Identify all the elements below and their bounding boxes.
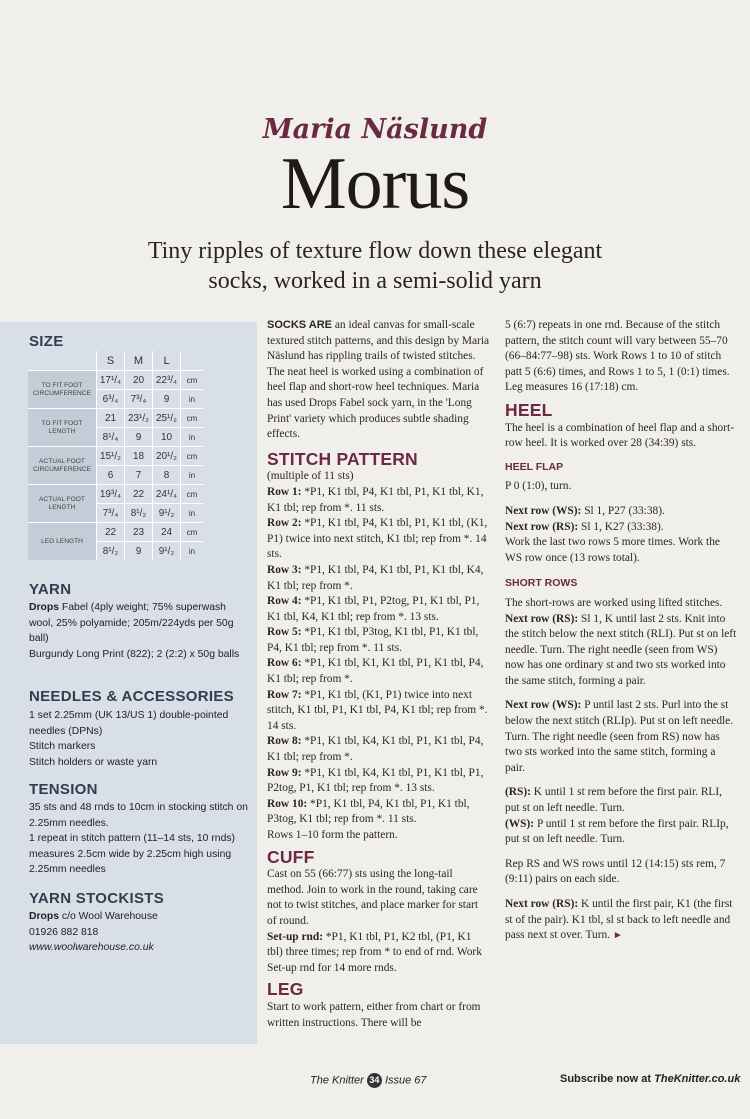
yarn-text: Drops Fabel (4ply weight; 75% superwash wool, 25% polyamide; 205m/224yds per 50g ball) Burgundy Long Print (822); 2 (2:2) x 50g balls — [29, 602, 240, 660]
unit-cell: cm — [180, 446, 203, 465]
size-row-label: TO FIT FOOT CIRCUMFERENCE — [28, 370, 96, 408]
heel-flap-heading: HEEL FLAP — [505, 460, 564, 473]
stitch-row: Row 9: *P1, K1 tbl, K4, K1 tbl, P1, K1 tbl, P1, P2tog, P1, K1 tbl; rep from *. 13 sts. — [267, 766, 484, 795]
size-header-row — [28, 351, 203, 370]
stockist-url[interactable]: www.woolwarehouse.co.uk — [29, 942, 154, 954]
column-right: 5 (6:7) repeats in one rnd. Because of the stitch pattern, the stitch count will vary between 55–70 (66–84:77–98) sts. Work Rows 1 to 10 of stitch patt 5 (6:6) times, and Rows 1 to 5, 1 (0:1) times. Leg measures 16 (17:18) cm. HEEL The heel is a combination of heel flap and a short-row heel. It is worked over 28 (34:39) sts. HEEL FLAP P 0 (1:0), turn. Next row (WS): Sl 1, P27 (33:38). Next row (RS): Sl 1, K27 (33:38). Work the last two rows 5 more times. Work the WS row once (13 rows total). SHORT ROWS The short-rows are worked using lifted stitches. Next row (RS): Sl 1, K until last 2 sts. Knit into the stitch below the next stitch (RLI). Put st on left needle. Turn. The right needle (seen from WS) now has one ordinary st and two sts worked into the same stitch, forming a pair. Next row (WS): P until last 2 sts. Purl into the st below the next stitch (RLIp). Put st on left needle. Turn. The right needle (seen from RS) now has two sts worked into the same stitch, forming a pair. (RS): K until 1 st rem before the first pair. RLI, put st on left needle. Turn. (WS): P until 1 st rem before the first pair. RLIp, put st on left needle. Turn. Rep RS and WS rows until 12 (14:15) sts rem, 7 (9:11) pairs on each side. Next row (RS): K until the first pair, K1 (the first st of the pair). K1 tbl, sl st back to left needle and pass next st over. Turn. ► — [505, 319, 737, 942]
size-cell: 9 — [152, 389, 180, 408]
stitch-row: Row 7: *P1, K1 tbl, (K1, P1) twice into next stitch, K1 tbl, P1, K1 tbl, P4, K1 tbl; rep from *. 14 sts. — [267, 688, 488, 732]
size-row-label: ACTUAL FOOT LENGTH — [28, 484, 96, 522]
size-cell: 9 — [124, 427, 152, 446]
pattern-title: Morus — [280, 143, 470, 225]
stitch-row: Row 6: *P1, K1 tbl, K1, K1 tbl, P1, K1 tbl, P4, K1 tbl; rep from *. — [267, 657, 484, 686]
page-number: 34 — [367, 1073, 382, 1088]
needles-text: 1 set 2.25mm (UK 13/US 1) double-pointed needles (DPNs) Stitch markers Stitch holders or waste yarn — [29, 710, 229, 768]
stockists-text: Drops c/o Wool Warehouse 01926 882 818 www.woolwarehouse.co.uk — [29, 909, 249, 956]
subtitle: Tiny ripples of texture flow down these elegant socks, worked in a semi-solid yarn — [147, 238, 603, 294]
size-row — [28, 484, 203, 503]
size-cell: 8¹/₂ — [124, 503, 152, 522]
subscribe-link[interactable]: TheKnitter.co.uk — [654, 1073, 741, 1085]
size-cell: 9¹/₂ — [152, 503, 180, 522]
unit-cell: cm — [180, 522, 203, 541]
stockists-heading: YARN STOCKISTS — [29, 890, 165, 907]
yarn-heading: YARN — [29, 581, 72, 598]
unit-cell: in — [180, 541, 203, 560]
stitch-row: Row 3: *P1, K1 tbl, P4, K1 tbl, P1, K1 tbl, K4, K1 tbl; rep from *. — [267, 563, 484, 592]
stitch-row: Row 4: *P1, K1 tbl, P1, P2tog, P1, K1 tbl, P1, K1 tbl, K4, K1 tbl; rep from *. 13 sts. — [267, 595, 480, 623]
unit-cell: in — [180, 503, 203, 522]
stitch-row: Row 1: *P1, K1 tbl, P4, K1 tbl, P1, K1 tbl, K1, K1 tbl; rep from *. 11 sts. — [267, 485, 484, 514]
leg-heading: LEG — [267, 979, 304, 1000]
size-row — [28, 522, 203, 541]
size-cell: 8¹/₄ — [96, 427, 124, 446]
cuff-heading: CUFF — [267, 846, 315, 867]
unit-cell: cm — [180, 370, 203, 389]
size-cell: 7³/₄ — [124, 389, 152, 408]
col-s: S — [96, 351, 124, 370]
size-cell: 8¹/₂ — [96, 541, 124, 560]
designer-name: Maria Näslund — [262, 114, 488, 145]
size-cell: 7³/₄ — [96, 503, 124, 522]
size-cell: 9¹/₂ — [152, 541, 180, 560]
unit-cell: cm — [180, 408, 203, 427]
size-cell: 20¹/₂ — [152, 446, 180, 465]
unit-cell: in — [180, 389, 203, 408]
size-cell: 20 — [124, 370, 152, 389]
size-heading: SIZE — [29, 333, 64, 350]
size-cell: 22³/₄ — [152, 370, 180, 389]
size-cell: 18 — [124, 446, 152, 465]
stitch-row: Row 8: *P1, K1 tbl, K4, K1 tbl, P1, K1 tbl, P4, K1 tbl; rep from *. — [267, 735, 484, 764]
unit-cell: cm — [180, 484, 203, 503]
stitch-row: Row 2: *P1, K1 tbl, P4, K1 tbl, P1, K1 tbl, (K1, P1) twice into next stitch, K1 tbl; rep from *. 14 sts. — [267, 517, 488, 561]
size-row-label: ACTUAL FOOT CIRCUMFERENCE — [28, 446, 96, 484]
continue-arrow-icon: ► — [612, 930, 623, 942]
size-cell: 25¹/₂ — [152, 408, 180, 427]
size-table — [28, 351, 203, 560]
stitch-rows — [267, 485, 490, 828]
size-cell: 8 — [152, 465, 180, 484]
size-cell: 24 — [152, 522, 180, 541]
heel-heading: HEEL — [505, 399, 553, 420]
size-row — [28, 408, 203, 427]
size-cell: 10 — [152, 427, 180, 446]
size-cell: 22 — [96, 522, 124, 541]
stitch-pattern-heading: STITCH PATTERN — [267, 448, 418, 469]
stitch-row: Row 5: *P1, K1 tbl, P3tog, K1 tbl, P1, K1 tbl, P4, K1 tbl; rep from *. 11 sts. — [267, 626, 479, 654]
size-row — [28, 446, 203, 465]
col-m: M — [124, 351, 152, 370]
size-cell: 23 — [124, 522, 152, 541]
size-row — [28, 370, 203, 389]
needles-heading: NEEDLES & ACCESSORIES — [29, 688, 234, 705]
size-cell: 24¹/₄ — [152, 484, 180, 503]
size-row-label: TO FIT FOOT LENGTH — [28, 408, 96, 446]
column-middle: SOCKS ARE an ideal canvas for small-scale textured stitch patterns, and this design by Maria Näslund has rippling trails of twisted stitches. The neat heel is worked using a combination of heel flap and short-row heel techniques. Maria has used Drops Fabel sock yarn, in the 'Long Print' variety which produces subtle shading effects. STITCH PATTERN (multiple of 11 sts) Row 1: *P1, K1 tbl, P4, K1 tbl, P1, K1 tbl, K1, K1 tbl; rep from *. 11 sts. Row 2: *P1, K1 tbl, P4, K1 tbl, P1, K1 tbl, (K1, P1) twice into next stitch, K1 tbl; rep from *. 14 sts. Row 3: *P1, K1 tbl, P4, K1 tbl, P1, K1 tbl, K4, K1 tbl; rep from *. Row 4: *P1, K1 tbl, P1, P2tog, P1, K1 tbl, P1, K1 tbl, K4, K1 tbl; rep from *. 13 sts. Row 5: *P1, K1 tbl, P3tog, K1 tbl, P1, K1 tbl, P4, K1 tbl; rep from *. 11 sts. Row 6: *P1, K1 tbl, K1, K1 tbl, P1, K1 tbl, P4, K1 tbl; rep from *. Row 7: *P1, K1 tbl, (K1, P1) twice into next stitch, K1 tbl, P1, K1 tbl, P4, K1 tbl; rep from *. 14 sts. Row 8: *P1, K1 tbl, K4, K1 tbl, P1, K1 tbl, P4, K1 tbl; rep from *. Row 9: *P1, K1 tbl, K4, K1 tbl, P1, K1 tbl, P1, P2tog, P1, K1 tbl; rep from *. 13 sts. Row 10: *P1, K1 tbl, P4, K1 tbl, P1, K1 tbl, P3tog, K1 tbl; rep from *. 11 sts. Rows 1–10 form the pattern. CUFF Cast on 55 (66:77) sts using the long-tail method. Join to work in the round, taking care not to twist stitches, and place marker for start of round. Set-up rnd: *P1, K1 tbl, P1, K2 tbl, (P1, K1 tbl) three times; rep from * to end of rnd. Work Set-up rnd for 14 more rnds. LEG Start to work pattern, either from chart or from written instructions. There will be — [267, 319, 490, 1029]
short-rows-heading: SHORT ROWS — [505, 577, 578, 590]
size-cell: 7 — [124, 465, 152, 484]
size-cell: 15¹/₂ — [96, 446, 124, 465]
unit-cell: in — [180, 465, 203, 484]
size-cell: 6 — [96, 465, 124, 484]
size-cell: 21 — [96, 408, 124, 427]
size-cell: 22 — [124, 484, 152, 503]
unit-cell: in — [180, 427, 203, 446]
size-cell: 9 — [124, 541, 152, 560]
footer-magazine: The Knitter 34 Issue 67 — [310, 1074, 427, 1087]
size-cell: 19³/₄ — [96, 484, 124, 503]
size-cell: 6³/₄ — [96, 389, 124, 408]
size-cell: 17¹/₄ — [96, 370, 124, 389]
size-cell: 23¹/₂ — [124, 408, 152, 427]
footer-subscribe: Subscribe now at TheKnitter.co.uk — [560, 1073, 741, 1085]
stitch-row: Row 10: *P1, K1 tbl, P4, K1 tbl, P1, K1 tbl, P3tog, K1 tbl; rep from *. 11 sts. — [267, 797, 470, 826]
tension-text: 35 sts and 48 rnds to 10cm in stocking stitch on 2.25mm needles. 1 repeat in stitch pattern (11–14 sts, 10 rnds) measures 2.5cm wide by 2.25cm high using 2.25mm needles — [29, 802, 248, 876]
col-l: L — [152, 351, 180, 370]
tension-heading: TENSION — [29, 781, 98, 798]
size-row-label: LEG LENGTH — [28, 522, 96, 560]
